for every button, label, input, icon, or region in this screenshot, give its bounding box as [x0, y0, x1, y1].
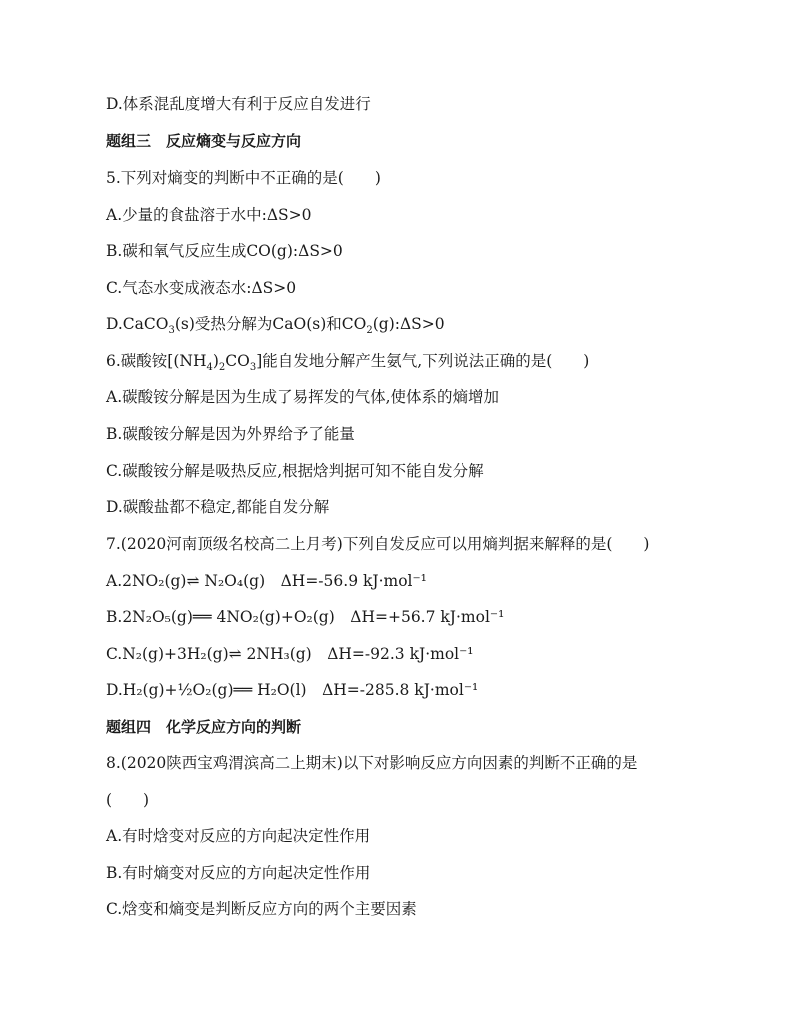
- q6-text-1: 6.碳酸铵[(NH: [106, 352, 207, 370]
- option-d-q4: D.体系混乱度增大有利于反应自发进行: [106, 95, 371, 113]
- q5-option-c: C.气态水变成液态水:ΔS>0: [106, 279, 297, 297]
- q5-option-b: B.碳和氧气反应生成CO(g):ΔS>0: [106, 242, 343, 260]
- q6-text-2: ): [212, 352, 219, 370]
- section-heading-4: 题组四 化学反应方向的判断: [106, 718, 302, 736]
- q7-option-c: C.N₂(g)+3H₂(g)⇌ 2NH₃(g) ΔH=-92.3 kJ·mol⁻¹: [106, 645, 474, 663]
- q5d-text-3: (g):ΔS>0: [372, 315, 445, 333]
- q6-option-d: D.碳酸盐都不稳定,都能自发分解: [106, 498, 330, 516]
- q8-option-b: B.有时熵变对反应的方向起决定性作用: [106, 864, 371, 882]
- q7-option-d: D.H₂(g)+½O₂(g)══ H₂O(l) ΔH=-285.8 kJ·mol⁻¹: [106, 681, 479, 699]
- q8-option-c: C.焓变和熵变是判断反应方向的两个主要因素: [106, 900, 417, 918]
- q7-option-a: A.2NO₂(g)⇌ N₂O₄(g) ΔH=-56.9 kJ·mol⁻¹: [106, 572, 427, 590]
- q8-option-a: A.有时焓变对反应的方向起决定性作用: [106, 827, 371, 845]
- q6-option-a: A.碳酸铵分解是因为生成了易挥发的气体,使体系的熵增加: [106, 388, 500, 406]
- question-7: 7.(2020河南顶级名校高二上月考)下列自发反应可以用熵判据来解释的是( ): [106, 535, 650, 553]
- q6-option-b: B.碳酸铵分解是因为外界给予了能量: [106, 425, 355, 443]
- question-8-blank: ( ): [106, 791, 150, 809]
- q6-text-3: ]能自发地分解产生氨气,下列说法正确的是( ): [256, 352, 590, 370]
- question-8: 8.(2020陕西宝鸡渭滨高二上期末)以下对影响反应方向因素的判断不正确的是: [106, 754, 638, 772]
- q5d-text-1: D.CaCO: [106, 315, 169, 333]
- section-heading-3: 题组三 反应熵变与反应方向: [106, 132, 302, 150]
- question-5: 5.下列对熵变的判断中不正确的是( ): [106, 169, 381, 187]
- q5-option-d: D.CaCO$_3$(s)受热分解为CaO(s)和$CO_2(g):\Delta S>0$: [106, 315, 445, 337]
- q6-option-c: C.碳酸铵分解是吸热反应,根据焓判据可知不能自发分解: [106, 462, 484, 480]
- q5d-text-2: (s)受热分解为CaO(s)和CO: [174, 315, 367, 333]
- q5-option-a: A.少量的食盐溶于水中:ΔS>0: [106, 206, 312, 224]
- question-6: 6.碳酸铵$[(NH_4)_2CO_3]$能自发地分解产生氨气,下列说法正确的是( ): [106, 352, 590, 374]
- q7-option-b: B.2N₂O₅(g)══ 4NO₂(g)+O₂(g) ΔH=+56.7 kJ·mol⁻¹: [106, 608, 505, 626]
